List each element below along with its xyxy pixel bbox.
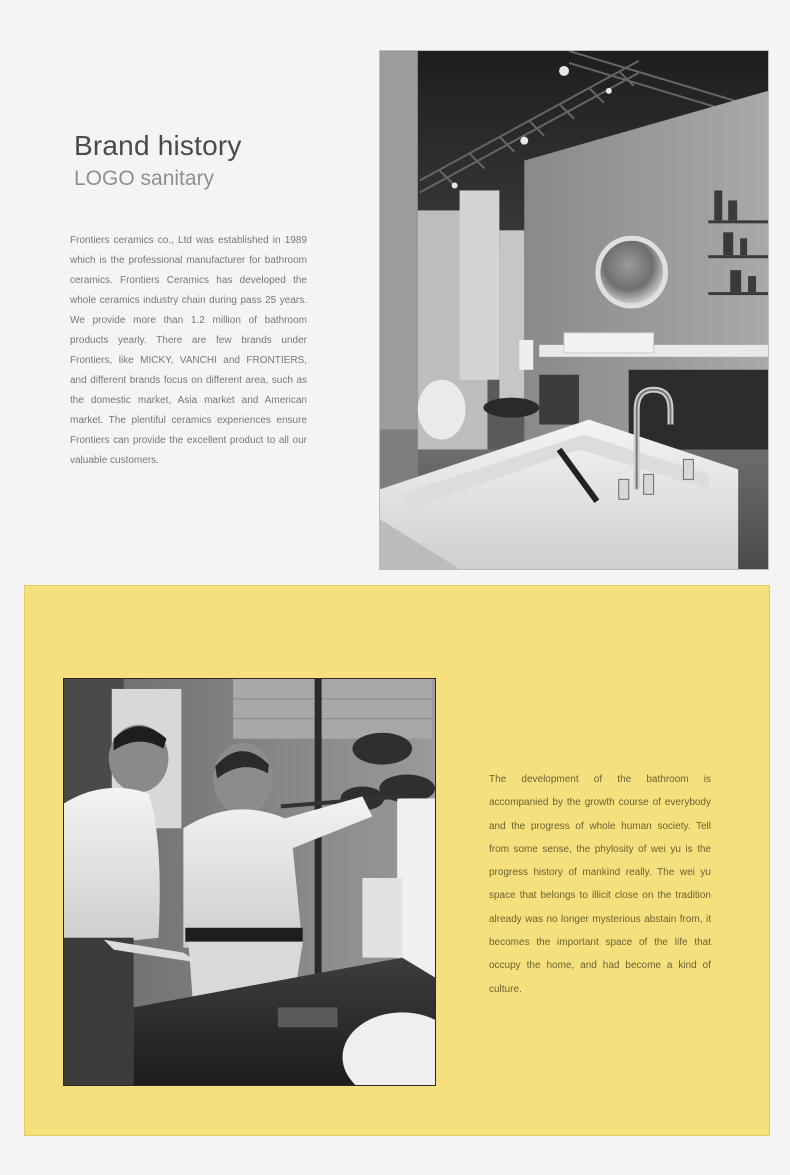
page-title: Brand history — [74, 130, 242, 161]
story-paragraph: The development of the bathroom is accompanied by the growth course of everybody and the progress of whole human society. Tell from some sense, the phylosity of wei yu is the progress history of mankind really. The wei yu space that belongs to illicit close on the tradition already was no longer mysterious abstain from, it becomes the important space of the life that occupy the home, and had become a kind of culture. — [489, 774, 711, 995]
showroom-photo — [379, 50, 769, 570]
page-subtitle: LOGO sanitary — [74, 167, 215, 190]
workshop-illustration — [64, 679, 435, 1085]
showroom-illustration — [380, 51, 768, 569]
intro-paragraph: Frontiers ceramics co., Ltd was established in 1989 which is the professional manufacturer for bathroom ceramics. Frontiers Ceramics has developed the whole ceramics industry chain during pass 25 years. We provide more than 1.2 million of bathroom products yearly. There are few brands under Frontiers, like MICKY, VANCHI and FRONTIERS, and different brands focus on different area, such as the domestic market, Asia market and American market. The plentiful ceramics experiences ensure Frontiers can provide the excellent product to all our valuable customers. — [70, 235, 307, 466]
workshop-photo — [63, 678, 436, 1086]
